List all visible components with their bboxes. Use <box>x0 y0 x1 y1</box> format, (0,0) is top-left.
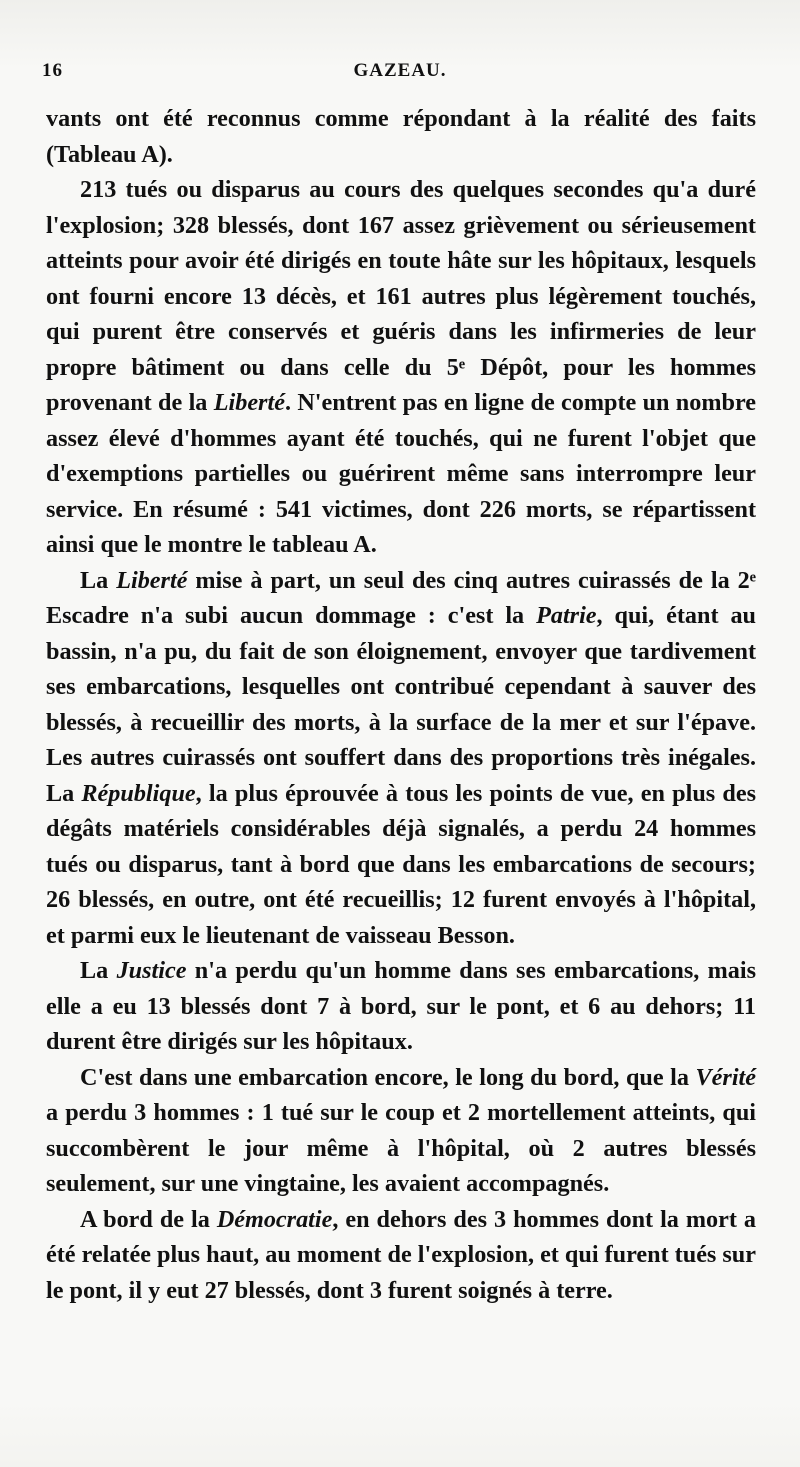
text-run: vants ont été reconnus comme répondant à la réalité des faits (Tableau A). <box>46 105 756 168</box>
paragraph <box>46 563 756 954</box>
paragraph <box>46 101 756 172</box>
text-run: , en dehors des 3 hommes dont la mort a été relatée plus haut, au moment de l'explosion, et qui furent tués sur le pont, il y eut 27 blessés, dont 3 furent soignés à terre. <box>46 1205 756 1304</box>
paragraph <box>46 1060 756 1202</box>
ship-name: Démocratie <box>216 1205 333 1233</box>
paragraph <box>46 1202 756 1309</box>
ship-name: Justice <box>116 957 187 984</box>
text-run: C'est dans une embarcation encore, le long du bord, que la <box>80 1063 696 1091</box>
text-run: La <box>80 957 117 984</box>
ship-name: Patrie <box>536 602 597 629</box>
text-run: a perdu 3 hommes : 1 tué sur le coup et 2 mortellement atteints, qui succombèrent le jour même à l'hôpital, où 2 autres blessés seulement, sur une vingtaine, les avaient accompagnés. <box>46 1099 756 1197</box>
ship-name: Vérité <box>695 1063 756 1091</box>
text-run: La <box>80 566 117 594</box>
text-run: 213 tués ou disparus au cours des quelques secondes qu'a duré l'explosion; 328 blessés, dont 167 assez grièvement ou sérieusement atteints pour avoir été dirigés en toute hâte sur les hôpitaux, lesquels ont fourni encore 13 décès, et 161 autres plus légèrement touchés, qui purent être conservés et guéris dans les infirmeries de leur propre bâtiment ou dans celle du 5ᵉ Dépôt, pour les hommes provenant de la <box>46 176 756 416</box>
text-run: , la plus éprouvée à tous les points de vue, en plus des dégâts matériels considérables déjà signalés, a perdu 24 hommes tués ou disparus, tant à bord que dans les embarcations de secours; 26 blessés, en outre, ont été recueillis; 12 furent envoyés à l'hôpital, et parmi eux le lieutenant de vaisseau Besson. <box>46 779 756 949</box>
paragraph <box>46 172 756 563</box>
text-run: , qui, étant au bassin, n'a pu, du fait de son éloignement, envoyer que tardivement ses embarcations, lesquelles ont contribué cependant à sauver des blessés, à recueillir des morts, à la surface de la mer et sur l'épave. Les autres cuirassés ont souffert dans des proportions très inégales. La <box>46 602 756 807</box>
ship-name: Liberté <box>213 389 285 416</box>
ship-name: Liberté <box>116 566 188 594</box>
ship-name: République <box>81 779 196 807</box>
running-head: GAZEAU. <box>353 60 447 81</box>
text-run: A bord de la <box>80 1205 217 1233</box>
page-header <box>38 60 762 90</box>
page-number: 16 <box>42 60 63 81</box>
text-run: mise à part, un seul des cinq autres cuirassés de la 2ᵉ Escadre n'a subi aucun dommage : c'est la <box>46 566 756 629</box>
paragraph <box>46 953 756 1060</box>
text-run: n'a perdu qu'un homme dans ses embarcations, mais elle a eu 13 blessés dont 7 à bord, sur le pont, et 6 au dehors; 11 durent être dirigés sur les hôpitaux. <box>46 957 756 1055</box>
body-text <box>46 101 756 1308</box>
text-run: . N'entrent pas en ligne de compte un nombre assez élevé d'hommes ayant été touchés, qui ne furent l'objet que d'exemptions partielles ou guérirent même sans interrompre leur service. En résumé : 541 victimes, dont 226 morts, se répartissent ainsi que le montre le tableau A. <box>46 389 756 558</box>
